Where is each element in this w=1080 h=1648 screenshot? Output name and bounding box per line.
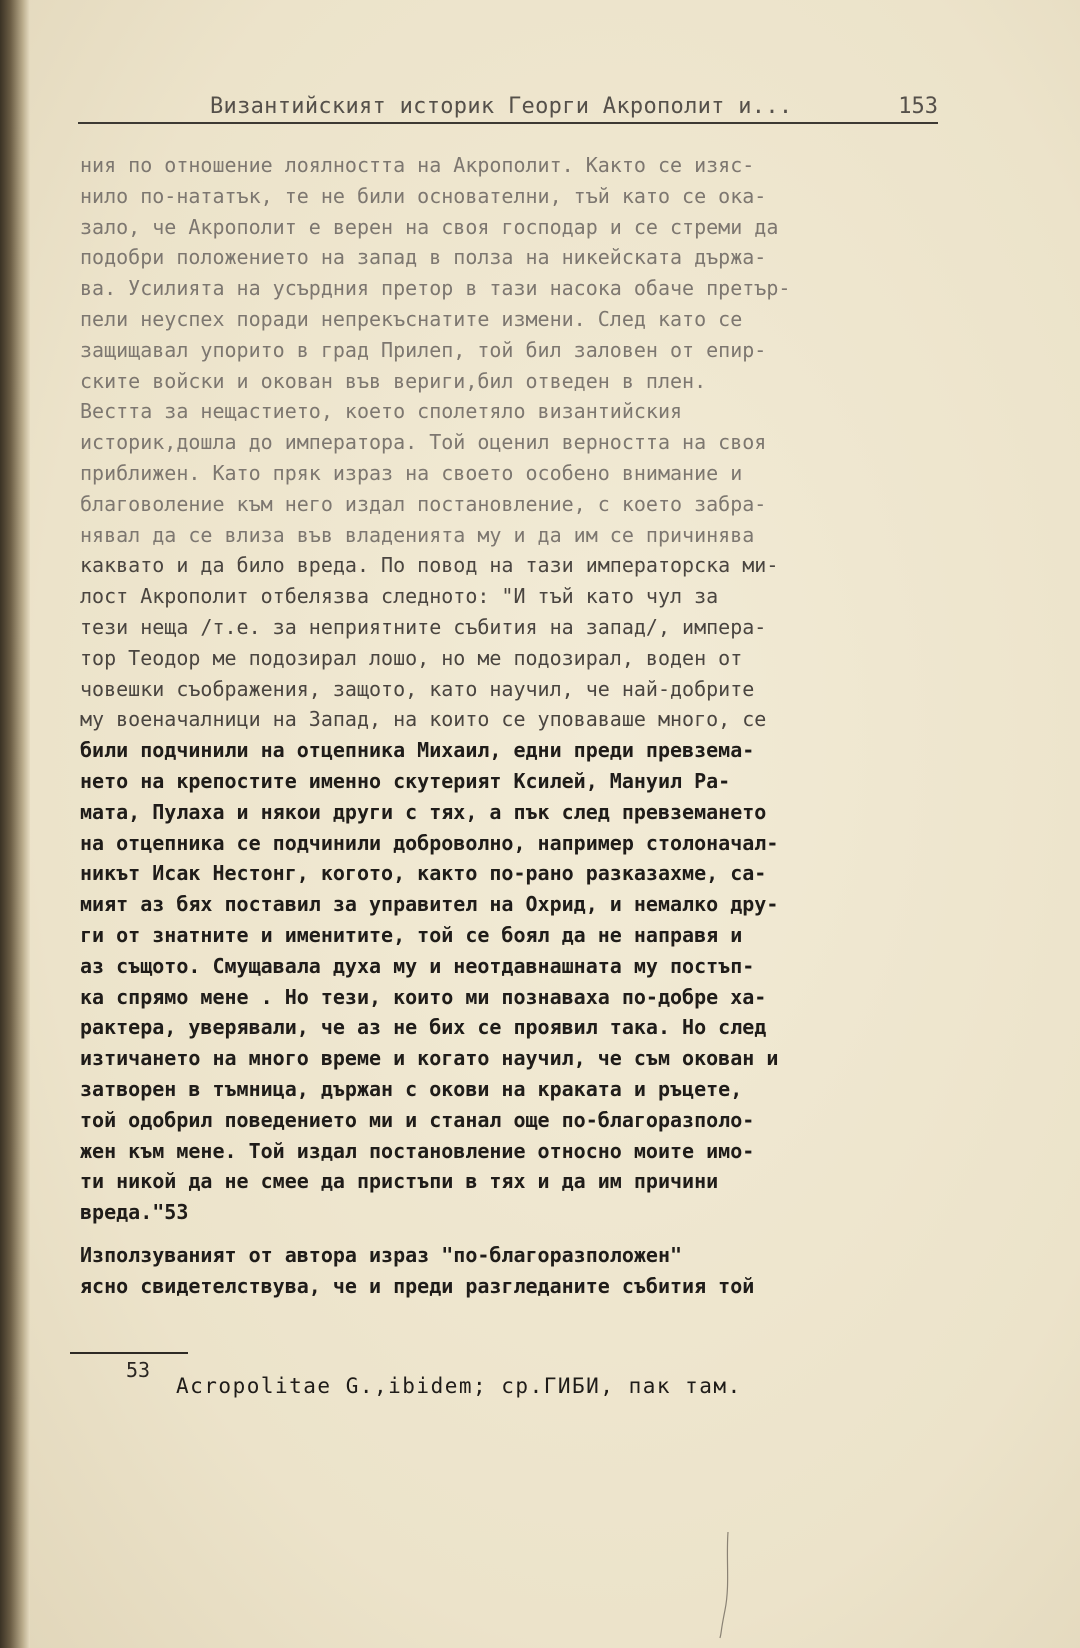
text-line: пели неуспех поради непрекъснатите измени. След като се — [80, 306, 743, 331]
text-line: му военачалници на Запад, на които се уповаваше много, се — [80, 707, 767, 732]
text-line: нило по-нататък, те не били основателни, тъй като се ока- — [80, 183, 767, 208]
running-title: Византийският историк Георги Акрополит и... — [210, 94, 793, 119]
text-line: тор Теодор ме подозирал лошо, но ме подозирал, воден от — [80, 645, 743, 670]
footnote-rule — [70, 1352, 188, 1354]
footnote-text: Acropolitae G.,ibidem; ср.ГИБИ, пак там. — [176, 1374, 742, 1398]
text-line: той одобрил поведението ми и станал още по-благоразполо- — [80, 1107, 755, 1132]
footnote-mark: 53 — [126, 1358, 151, 1382]
text-line: каквато и да било вреда. По повод на тази императорска ми- — [80, 553, 779, 578]
pencil-mark — [716, 1530, 736, 1640]
text-line: приближен. Като пряк израз на своето особено внимание и — [80, 460, 743, 485]
text-line: ва. Усилията на усърдния претор в тази насока обаче претър- — [80, 276, 791, 301]
text-line: Използуваният от автора израз "по-благоразположен" — [80, 1242, 683, 1267]
text-line: мата, Пулаха и някои други с тях, а пък след превземането — [80, 799, 767, 824]
text-line: никът Исак Нестонг, когото, както по-рано разказахме, са- — [80, 861, 767, 886]
text-line: мият аз бях поставил за управител на Охрид, и немалко дру- — [80, 892, 779, 917]
text-line: подобри положението на запад в полза на никейската държа- — [80, 245, 767, 270]
text-line: аз същото. Смущавала духа му и неотдавнашната му постъп- — [80, 953, 755, 978]
text-line: ти никой да не смее да пристъпи в тях и да им причини — [80, 1169, 719, 1194]
text-line: Вестта за нещастието, което сполетяло византийския — [80, 399, 683, 424]
text-line: затворен в тъмница, държан с окови на краката и ръцете, — [80, 1076, 743, 1101]
text-line: нето на крепостите именно скутерият Ксилей, Мануил Ра- — [80, 768, 731, 793]
text-line: изтичането на много време и когато научил, че съм окован и — [80, 1046, 779, 1071]
text-line: тези неща /т.е. за неприятните събития на запад/, импера- — [80, 614, 767, 639]
body-text — [80, 150, 940, 1301]
text-line: жен към мене. Той издал постановление относно моите имо- — [80, 1138, 755, 1163]
text-line: историк,дошла до императора. Той оценил верността на своя — [80, 430, 767, 455]
text-line: ските войски и окован във вериги,бил отведен в плен. — [80, 368, 707, 393]
text-line: ги от знатните и именитите, той се боял да не направя и — [80, 922, 743, 947]
text-line: нявал да се влиза във владенията му и да им се причинява — [80, 522, 755, 547]
page-number: 153 — [898, 94, 938, 119]
text-line: ка спрямо мене . Но тези, които ми познаваха по-добре ха- — [80, 984, 767, 1009]
text-line: лост Акрополит отбелязва следното: "И тъй като чул за — [80, 584, 719, 609]
text-line: благоволение към него издал постановление, с което забра- — [80, 491, 767, 516]
text-line: човешки съображения, защото, като научил, че най-добрите — [80, 676, 755, 701]
book-binding-shadow — [0, 0, 30, 1648]
text-line: ния по отношение лоялността на Акрополит. Както се изяс- — [80, 153, 755, 177]
text-line: вреда."53 — [80, 1200, 189, 1225]
text-line: зало, че Акрополит е верен на своя господар и се стреми да — [80, 214, 779, 239]
page-header — [78, 94, 938, 124]
text-line: били подчинили на отцепника Михаил, едни преди превзема- — [80, 738, 755, 763]
text-line: на отцепника се подчинили доброволно, например столоначал- — [80, 830, 779, 855]
text-line: ясно свидетелствува, че и преди разгледаните събития той — [80, 1273, 755, 1298]
text-line: рактера, уверявали, че аз не бих се проявил така. Но след — [80, 1015, 767, 1040]
text-line: защищавал упорито в град Прилеп, той бил заловен от епир- — [80, 337, 767, 362]
